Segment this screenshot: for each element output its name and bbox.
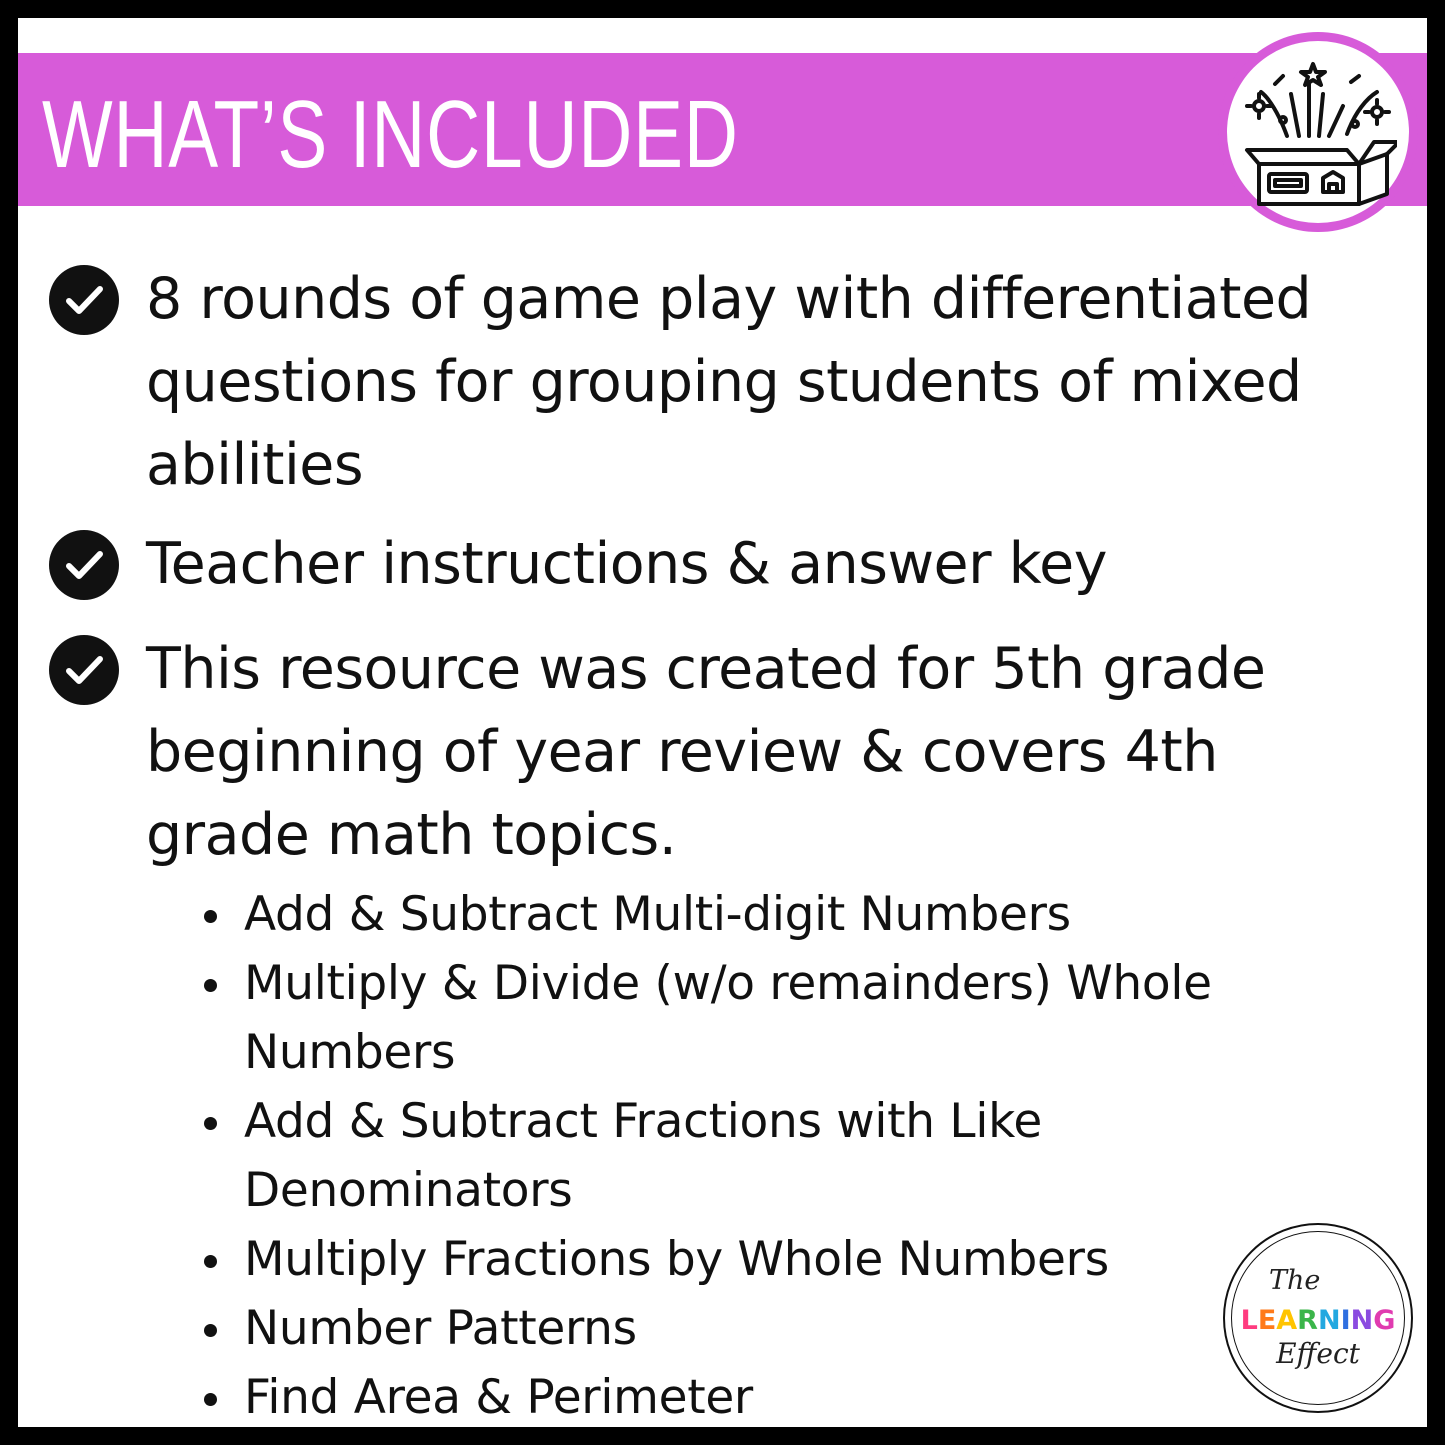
item-text: Teacher instructions & answer key	[146, 531, 1107, 597]
page-title: WHAT’S INCLUDED	[42, 81, 739, 188]
bullet	[204, 1117, 217, 1130]
bullet	[204, 1393, 217, 1406]
topic-item: Add & Subtract Fractions with Like Denominators	[198, 1087, 1212, 1225]
logo-letter: R	[1297, 1305, 1318, 1336]
topic-item: Multiply Fractions by Whole Numbers	[198, 1225, 1212, 1294]
topic-item: Number Patterns	[198, 1294, 1212, 1363]
check-circle-icon	[48, 634, 120, 706]
page	[18, 18, 1427, 1427]
header-icon-badge	[1218, 32, 1418, 232]
topic-item: Multiply & Divide (w/o remainders) Whole Numbers	[198, 949, 1212, 1087]
logo-effect-text: Effect	[1276, 1337, 1360, 1370]
logo-letter: E	[1257, 1305, 1277, 1336]
item-text: 8 rounds of game play with differentiated questions for grouping students of mixed abilities	[146, 266, 1312, 498]
bullet	[204, 910, 217, 923]
logo-letter: I	[1340, 1305, 1351, 1336]
logo-learning-text	[1225, 1305, 1411, 1336]
logo-letter: L	[1240, 1305, 1258, 1336]
item-text: This resource was created for 5th grade beginning of year review & covers 4th grade math topics.	[146, 636, 1266, 868]
bullet	[204, 1255, 217, 1268]
bullet	[204, 979, 217, 992]
topic-item: Find Area & Perimeter	[198, 1363, 1212, 1427]
header-banner	[18, 53, 1427, 206]
logo-letter: N	[1317, 1305, 1341, 1336]
topics-list	[198, 880, 1212, 1427]
logo-letter: N	[1350, 1305, 1374, 1336]
logo-letter: A	[1276, 1305, 1298, 1336]
logo-the-text: The	[1269, 1265, 1321, 1296]
check-circle-icon	[48, 529, 120, 601]
topic-item: Add & Subtract Multi-digit Numbers	[198, 880, 1212, 949]
check-circle-icon	[48, 264, 120, 336]
bullet	[204, 1324, 217, 1337]
logo-letter: G	[1373, 1305, 1396, 1336]
brand-logo	[1223, 1223, 1413, 1413]
open-box-fireworks-icon	[1239, 54, 1397, 210]
